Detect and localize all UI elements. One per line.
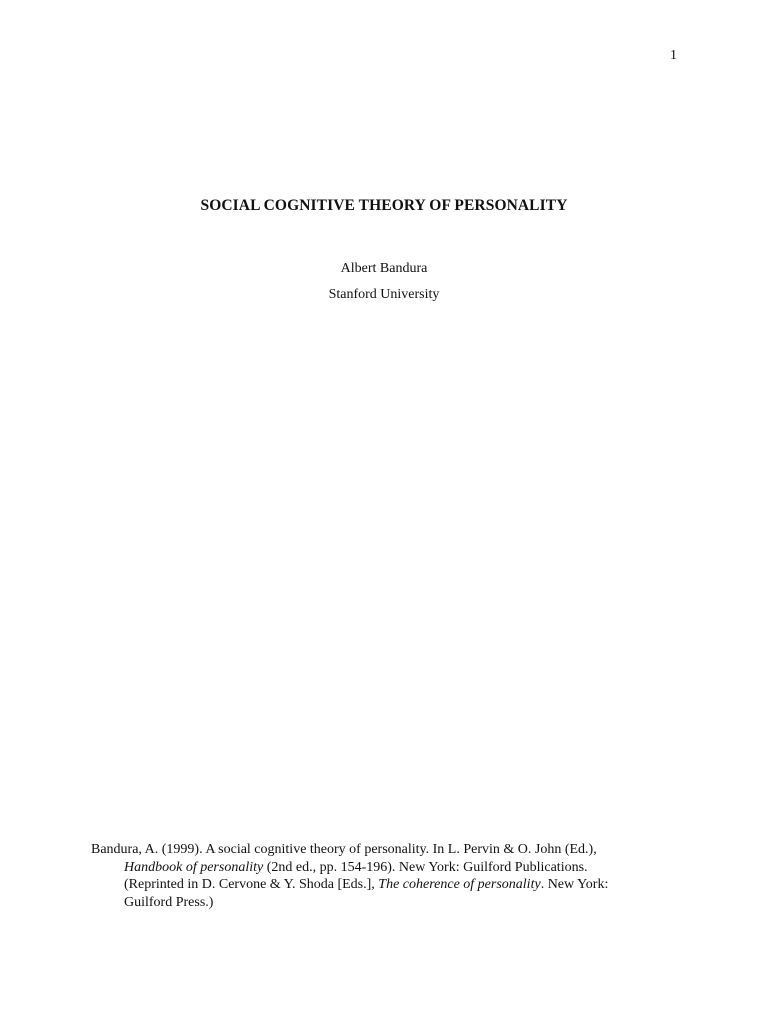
- citation-line-1: Bandura, A. (1999). A social cognitive theory of personality. In L. Pervin & O. John (Ed.),: [91, 842, 597, 857]
- citation-line-2: [91, 859, 671, 877]
- reprint-suffix: . New York:: [540, 877, 609, 892]
- author-affiliation: Stanford University: [328, 287, 440, 302]
- publication-details: (2nd ed., pp. 154-196). New York: Guilford Publications.: [263, 859, 588, 875]
- citation-line-4: Guilford Press.): [124, 894, 214, 910]
- reprint-book-title: The coherence of personality: [378, 877, 541, 892]
- page-number: 1: [670, 48, 677, 63]
- reprint-prefix: (Reprinted in D. Cervone & Y. Shoda [Eds.],: [124, 877, 379, 892]
- citation-line-3: [91, 876, 671, 894]
- reference-citation: [91, 841, 671, 911]
- author-name: Albert Bandura: [340, 261, 428, 276]
- document-title: SOCIAL COGNITIVE THEORY OF PERSONALITY: [200, 197, 568, 214]
- book-title: Handbook of personality: [124, 859, 264, 875]
